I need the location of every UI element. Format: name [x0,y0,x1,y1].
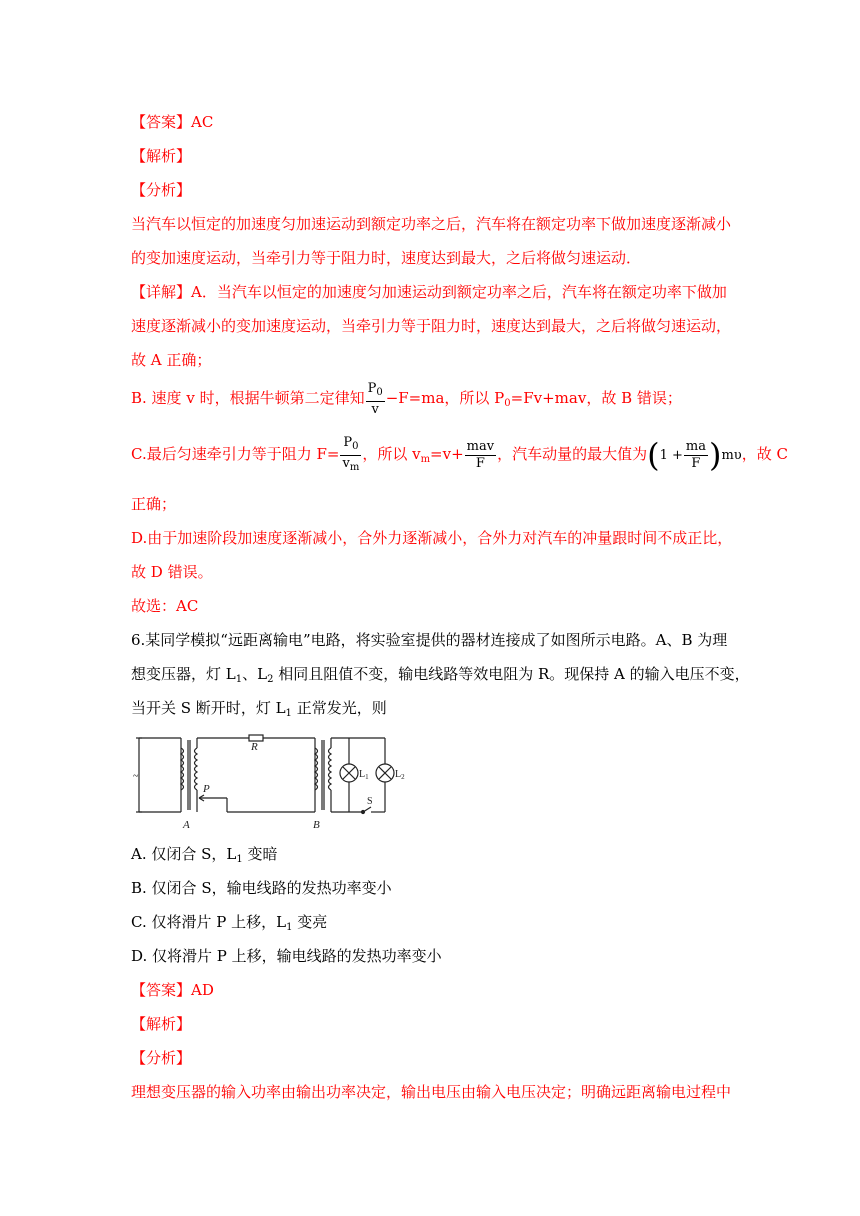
label-p: P [203,783,210,795]
choose-answer: 故选：AC [131,597,199,615]
stem-part: 想变压器，灯 L [131,665,236,683]
option-c-mid3: ，汽车动量的最大值为 [497,445,648,463]
option-a [131,844,278,870]
detail-text-line: 速度逐渐减小的变加速度运动，当牵引力等于阻力时，速度达到最大，之后将做匀速运动， [131,317,732,335]
option-c [131,912,327,938]
stem-sub: 2 [267,674,274,685]
label-a: A [183,819,190,831]
momentum-expression: (1 + $\frac{ma}{F}$ )mυ [647,436,742,474]
frac-den: F [691,455,701,471]
option-text: 变暗 [242,845,278,863]
option-c-prefix: C.最后匀速牵引力等于阻力 F= [131,445,340,463]
fraction-mav-over-f [465,439,496,472]
option-sub: 1 [236,854,243,865]
label-l2: $L_2$ [395,769,405,781]
jiexi-label: 【解析】 [131,147,192,165]
question-6-stem [131,664,750,690]
detail-option-b [131,380,682,422]
answer-label: 【答案】AD [131,981,214,999]
jiexi-label: 【解析】 [131,1015,192,1033]
detail-text-line: 故 D 错误。 [131,563,213,581]
stem-sub: 1 [235,674,243,685]
frac-num: mav [466,438,495,454]
answer-label: 【答案】AC [131,113,214,131]
detail-text-line: 故 A 正确； [131,351,212,369]
option-d: D. 仅将滑片 P 上移，输电线路的发热功率变小 [131,947,442,965]
fenxi-label: 【分析】 [131,1049,192,1067]
lamp-l2-cross [379,767,391,779]
detail-text-line: 正确； [131,495,177,513]
option-c-suffix: ，故 C [741,445,788,463]
label-ac-source: ~ [133,771,139,782]
frac-num: P [367,380,377,396]
detail-option-c [131,432,788,482]
option-text: 变亮 [292,913,328,931]
option-sub: 1 [286,922,293,933]
question-6-stem: 6.某同学模拟“远距离输电”电路，将实验室提供的器材连接成了如图所示电路。A、B 为理 [131,631,728,649]
option-b: B. 仅闭合 S，输电线路的发热功率变小 [131,879,392,897]
option-b-sub: 0 [504,398,511,409]
option-text: C. 仅将滑片 P 上移，L [131,913,287,931]
switch-s-contact [362,811,365,814]
frac-num-sub: 0 [352,440,359,452]
label-r: R [251,741,258,753]
circuit-diagram [131,732,405,832]
label-b: B [313,819,320,831]
option-text: A. 仅闭合 S，L [131,845,237,863]
option-b-mid: −F=ma，所以 P [385,389,505,407]
stem-part: 、L [242,665,268,683]
frac-num: P [343,434,353,450]
stem-part: 相同且阻值不变，输电线路等效电阻为 R。现保持 A 的输入电压不变， [273,665,750,683]
frac-num: ma [685,438,706,454]
fenxi-label: 【分析】 [131,181,192,199]
question-6-stem [131,698,387,724]
option-c-sub-m: m [420,454,431,465]
frac-den: v [371,401,379,417]
lamp-l1-cross [343,767,355,779]
option-c-mid2: =v+ [430,445,464,463]
stem-part: 正常发光，则 [291,699,387,717]
one-plus: 1 + [659,448,683,463]
option-b-suffix: =Fv+mav，故 B 错误； [510,389,682,407]
fraction-ma-over-f [684,439,708,472]
analysis-text-line: 当汽车以恒定的加速度匀加速运动到额定功率之后，汽车将在额定功率下做加速度逐渐减小 [131,215,732,233]
detail-option-d: D.由于加速阶段加速度逐渐减小，合外力逐渐减小，合外力对汽车的冲量跟时间不成正比， [131,529,733,547]
option-b-prefix: B. 速度 v 时，根据牛顿第二定律知 [131,389,365,407]
analysis-text-line: 理想变压器的输入功率由输出功率决定，输出电压由输入电压决定；明确远距离输电过程中 [131,1083,732,1101]
stem-sub: 1 [285,708,292,719]
mv-term: mυ [721,448,742,463]
fraction-p0-over-v [366,381,385,418]
frac-den-sub: m [349,461,360,473]
stem-part: 当开关 S 断开时，灯 L [131,699,286,717]
option-c-mid1: ，所以 v [362,445,421,463]
frac-den: F [475,455,485,471]
fraction-p0-over-vm [340,435,361,476]
label-s: S [367,796,373,807]
transformer-b-secondary-coil [329,748,332,790]
label-l1: $L_1$ [359,769,369,781]
frac-den: v [342,455,350,471]
transformer-a-secondary-coil [195,748,198,790]
frac-num-sub: 0 [376,386,383,398]
analysis-text-line: 的变加速度运动，当牵引力等于阻力时，速度达到最大，之后将做匀速运动． [131,249,642,267]
detail-text-line: 【详解】A．当汽车以恒定的加速度匀加速运动到额定功率之后，汽车将在额定功率下做加 [131,283,727,301]
